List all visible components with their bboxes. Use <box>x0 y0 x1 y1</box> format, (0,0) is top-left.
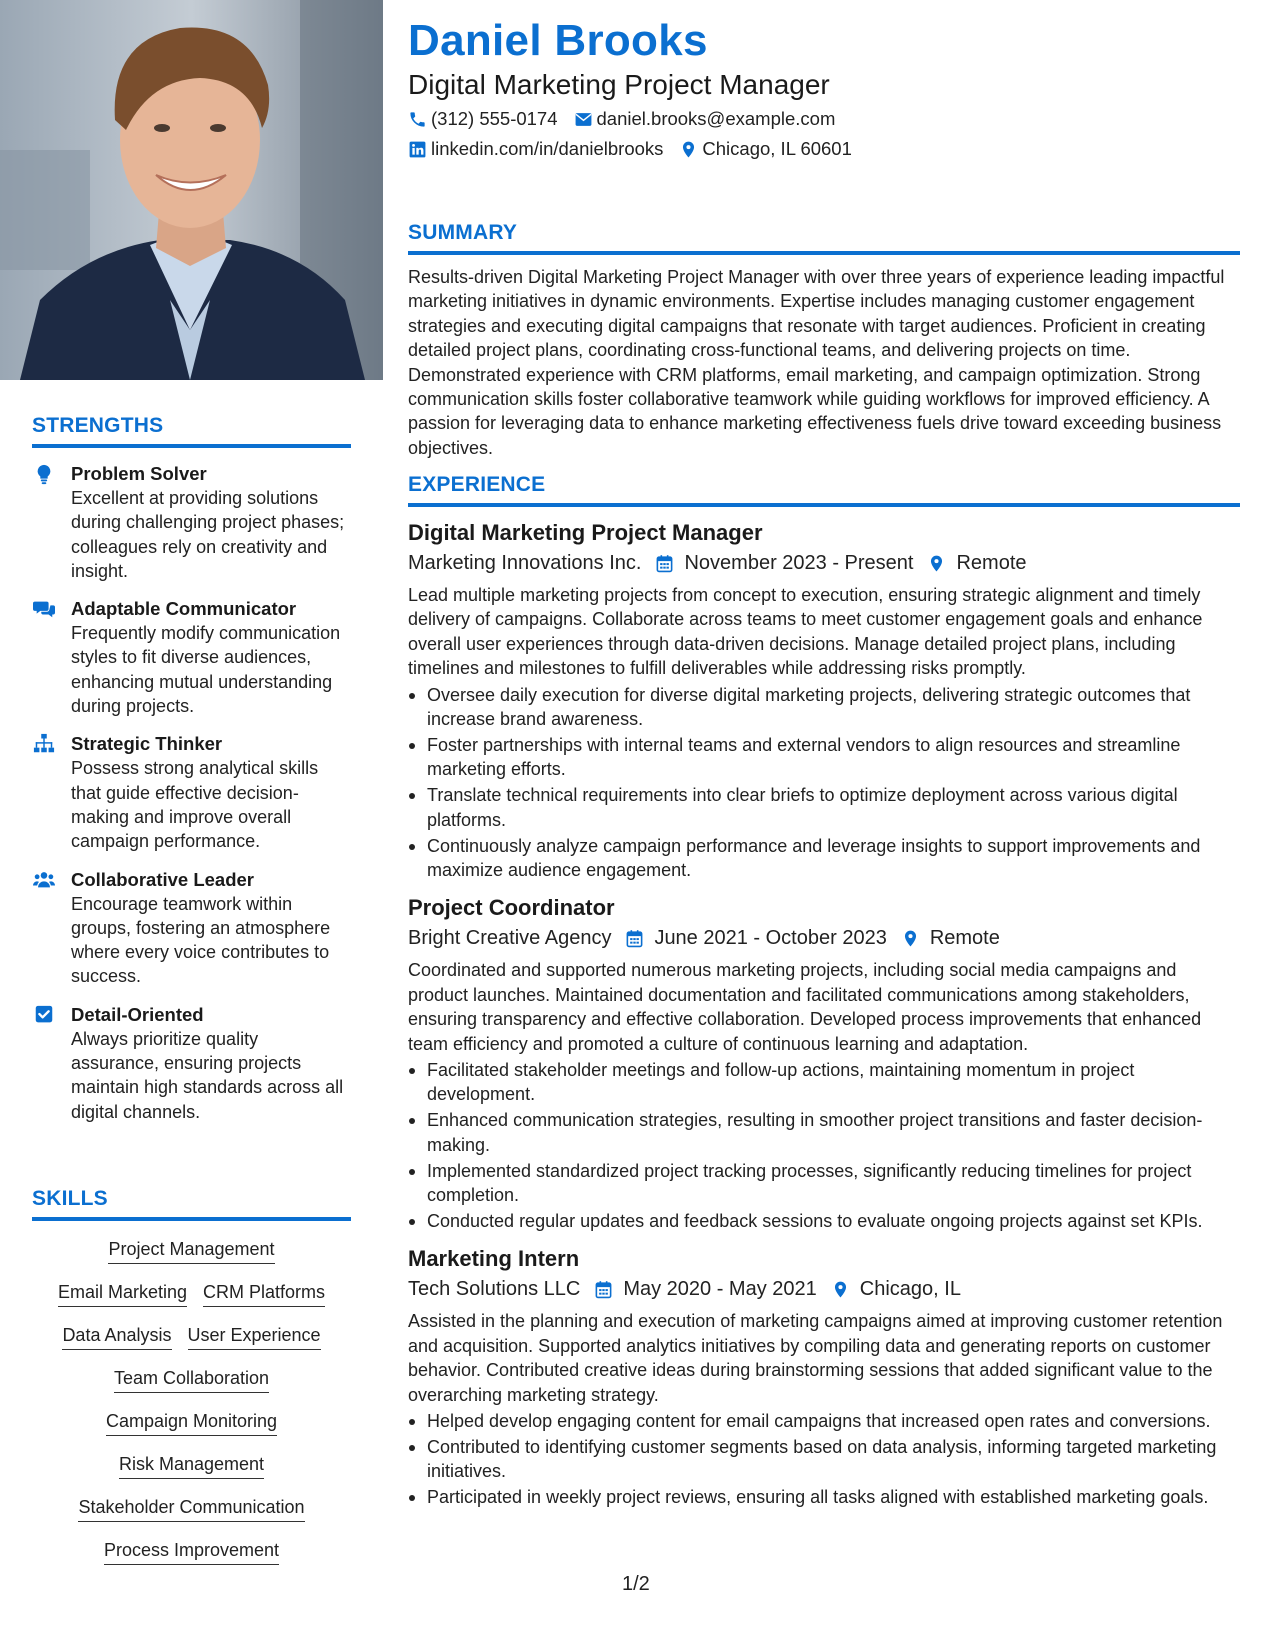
job-description: Assisted in the planning and execution of marketing campaigns aimed at improving customer retention and acquisition. Supported analytics initiatives by compiling data and generating reports on customer behavior. Contributed creative ideas during brainstorming sessions that added significant value to the overarching marketing strategy. <box>408 1311 1223 1405</box>
strengths-heading: STRENGTHS <box>32 414 164 437</box>
strength-title: Strategic Thinker <box>71 733 223 755</box>
job-bullets <box>408 683 1240 883</box>
location-text: Chicago, IL 60601 <box>702 138 852 159</box>
phone-contact[interactable] <box>408 108 558 130</box>
job-title: Marketing Intern <box>408 1246 580 1272</box>
bullet-item: Foster partnerships with internal teams and external vendors to align resources and streamline marketing efforts. <box>408 733 1240 782</box>
bullet-item: Conducted regular updates and feedback sessions to evaluate ongoing projects against set KPIs. <box>408 1209 1240 1233</box>
calendar-icon <box>655 554 674 573</box>
left-column <box>0 0 383 1650</box>
job-title: Project Coordinator <box>408 895 615 921</box>
skill-row <box>32 1496 351 1522</box>
users-icon <box>32 869 56 891</box>
strength-description: Excellent at providing solutions during challenging project phases; colleagues rely on creativity and insight. <box>71 488 345 581</box>
map-pin-icon <box>679 140 698 159</box>
contact-row <box>408 108 851 130</box>
bullet-item: Translate technical requirements into clear briefs to optimize deployment across various digital platforms. <box>408 783 1240 832</box>
bullet-item: Implemented standardized project tracking processes, significantly reducing timelines for project completion. <box>408 1159 1240 1208</box>
skill-row <box>32 1539 351 1565</box>
company-name: Bright Creative Agency <box>408 927 612 950</box>
section-divider <box>32 444 351 448</box>
map-pin-icon <box>927 554 946 573</box>
strength-description: Encourage teamwork within groups, fostering an atmosphere where every voice contributes to success. <box>71 893 331 987</box>
skills-heading: SKILLS <box>32 1187 108 1210</box>
company-name: Tech Solutions LLC <box>408 1278 581 1301</box>
linkedin-text: linkedin.com/in/danielbrooks <box>431 138 664 159</box>
skill-tag: Team Collaboration <box>114 1367 269 1393</box>
bullet-item: Contributed to identifying customer segments based on data analysis, informing targeted marketing initiatives. <box>408 1435 1240 1484</box>
job-location: Remote <box>929 927 1000 950</box>
section-divider <box>32 1217 351 1221</box>
strengths-section <box>32 414 351 1124</box>
bullet-item: Enhanced communication strategies, resulting in smoother project transitions and faster decision-making. <box>408 1108 1240 1157</box>
skill-tag: Process Improvement <box>104 1539 279 1565</box>
strength-item <box>32 1003 351 1124</box>
location-contact <box>679 138 851 160</box>
section-divider <box>408 503 1240 507</box>
phone-text: (312) 555-0174 <box>431 108 558 129</box>
skill-row <box>32 1324 351 1350</box>
skill-tag: Risk Management <box>119 1453 264 1479</box>
strength-item <box>32 868 351 989</box>
job-location: Remote <box>956 552 1027 574</box>
checkbox-icon <box>32 1004 56 1026</box>
job-entry <box>408 1245 1240 1509</box>
section-divider <box>408 251 1240 255</box>
job-dates: November 2023 - Present <box>684 552 914 574</box>
skill-tag: Data Analysis <box>62 1324 171 1350</box>
strength-description: Frequently modify communication styles to fit diverse audiences, enhancing mutual understanding during projects. <box>71 623 341 717</box>
candidate-role: Digital Marketing Project Manager <box>408 69 830 100</box>
map-pin-icon <box>831 1280 850 1299</box>
skill-tag: Project Management <box>108 1238 274 1264</box>
job-dates: May 2020 - May 2021 <box>623 1278 817 1301</box>
phone-icon <box>408 110 427 129</box>
job-bullets <box>408 1058 1240 1233</box>
job-description: Coordinated and supported numerous marketing projects, including social media campaigns and product launches. Maintained documentation and facilitated communications among stakeholders, ensuring transparency and effective collaboration. Developed process improvements that enhanced team efficiency and promoted a culture of continuous learning and adaptation. <box>408 960 1202 1054</box>
summary-section <box>408 221 1240 460</box>
job-entry <box>408 519 1240 882</box>
profile-photo <box>0 0 383 380</box>
calendar-icon <box>625 929 644 948</box>
bullet-item: Helped develop engaging content for email campaigns that increased open rates and conversions. <box>408 1409 1240 1433</box>
job-title: Digital Marketing Project Manager <box>408 520 763 545</box>
job-location: Chicago, IL <box>859 1278 961 1301</box>
skill-tag: CRM Platforms <box>203 1281 325 1307</box>
strength-title: Problem Solver <box>71 463 207 484</box>
skills-section <box>32 1187 351 1565</box>
skill-tag: Email Marketing <box>58 1281 187 1307</box>
bullet-item: Participated in weekly project reviews, ensuring all tasks aligned with established marketing goals. <box>408 1485 1240 1509</box>
skill-row <box>32 1453 351 1479</box>
bullet-item: Continuously analyze campaign performance and leverage insights to support improvements and maximize audience engagement. <box>408 834 1240 883</box>
email-text: daniel.brooks@example.com <box>596 108 836 129</box>
job-meta <box>408 550 1240 577</box>
experience-heading: EXPERIENCE <box>408 473 546 496</box>
envelope-icon <box>574 110 593 129</box>
skill-row <box>32 1367 351 1393</box>
lightbulb-icon <box>32 463 56 485</box>
strength-description: Always prioritize quality assurance, ensuring projects maintain high standards across all digital channels. <box>71 1028 344 1122</box>
comments-icon <box>32 598 56 620</box>
summary-text: Results-driven Digital Marketing Project Manager with over three years of experience leading impactful marketing initiatives in dynamic environments. Expertise includes managing customer engagement strategies and executing digital campaigns that resonate with target audiences. Proficient in creating detailed project plans, coordinating cross-functional teams, and delivering projects on time. Demonstrated experience with CRM platforms, email marketing, and campaign optimization. Strong communication skills foster collaborative teamwork while guiding workflows for improved efficiency. A passion for leveraging data to enhance marketing effectiveness fuels drive toward exceeding business objectives. <box>408 267 1225 458</box>
job-bullets <box>408 1409 1240 1510</box>
strength-description: Possess strong analytical skills that guide effective decision-making and improve overall campaign performance. <box>71 758 319 852</box>
candidate-name: Daniel Brooks <box>408 16 708 65</box>
job-entry <box>408 894 1240 1233</box>
skill-tag: User Experience <box>188 1324 321 1350</box>
bullet-item: Facilitated stakeholder meetings and follow-up actions, maintaining momentum in project development. <box>408 1058 1240 1107</box>
map-pin-icon <box>901 929 920 948</box>
job-dates: June 2021 - October 2023 <box>654 927 887 950</box>
email-contact[interactable] <box>574 108 836 130</box>
contact-row <box>408 138 868 160</box>
skill-tag: Campaign Monitoring <box>106 1410 277 1436</box>
skill-row <box>32 1238 351 1264</box>
strength-item <box>32 462 351 583</box>
strength-title: Adaptable Communicator <box>71 598 297 620</box>
job-description: Lead multiple marketing projects from concept to execution, ensuring strategic alignment and timely delivery of campaigns. Collaborate across teams to meet customer engagement goals and enhance overall user experiences through data-driven decisions. Manage detailed project plans, including timelines and milestones to fulfill deliverables while addressing risks promptly. <box>408 585 1203 679</box>
job-meta <box>408 925 1240 952</box>
strength-item <box>32 597 351 718</box>
skill-row <box>32 1410 351 1436</box>
bullet-item: Oversee daily execution for diverse digital marketing projects, delivering strategic outcomes that increase brand awareness. <box>408 683 1240 732</box>
summary-heading: SUMMARY <box>408 221 518 244</box>
strength-title: Detail-Oriented <box>71 1003 204 1025</box>
linkedin-contact[interactable] <box>408 138 663 160</box>
sitemap-icon <box>32 733 56 755</box>
skill-tag: Stakeholder Communication <box>78 1496 304 1522</box>
strength-item <box>32 732 351 853</box>
strength-title: Collaborative Leader <box>71 868 255 890</box>
linkedin-icon <box>408 140 427 159</box>
experience-section <box>408 473 1240 1510</box>
calendar-icon <box>594 1280 613 1299</box>
page-number: 1/2 <box>622 1573 650 1595</box>
skill-row <box>32 1281 351 1307</box>
company-name: Marketing Innovations Inc. <box>408 552 642 574</box>
job-meta <box>408 1276 1240 1303</box>
